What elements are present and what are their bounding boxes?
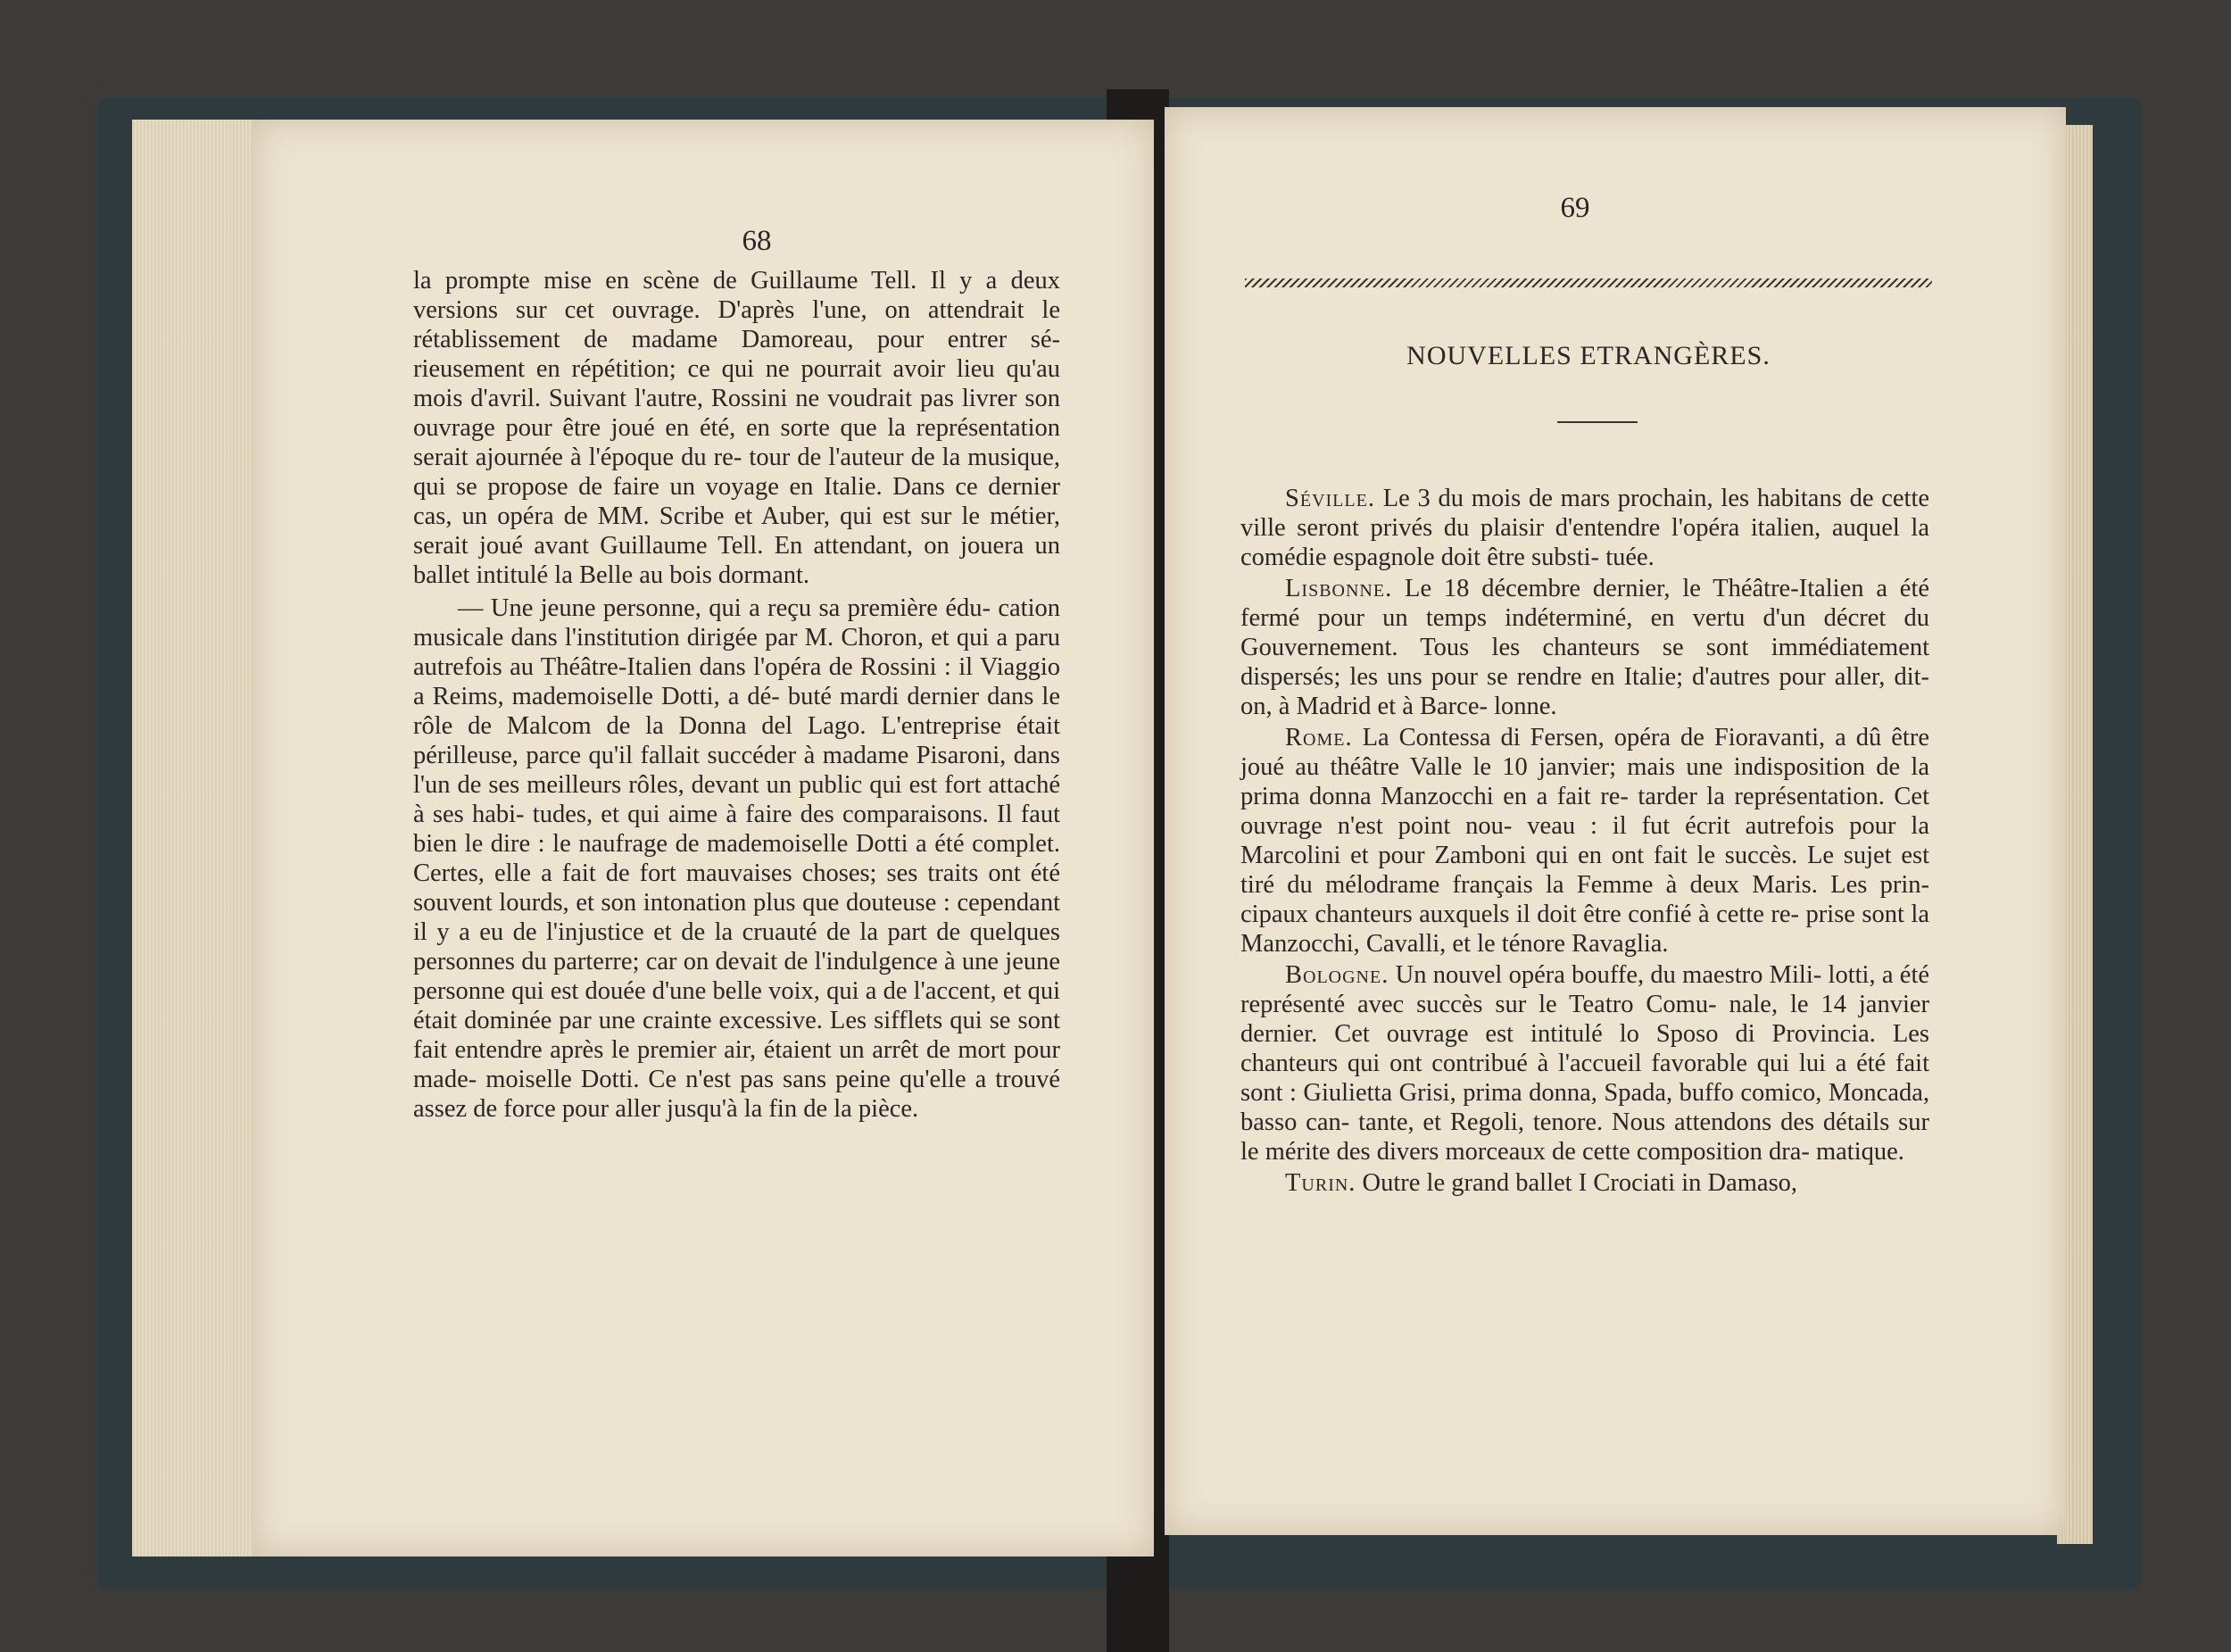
paragraph: la prompte mise en scène de Guillaume Tell. Il y a deux versions sur cet ouvrage. D'après l'une, on attendrait le rétablissement de madame Damoreau, pour entrer sé- rieusement en répétition; ce qui ne pourrait avoir lieu qu'au mois d'avril. Suivant l'autre, Rossini ne voudrait pas livrer son ouvrage pour être joué en été, en sorte que la représentation serait ajournée à l'époque du re- tour de l'auteur de la musique, qui se propose de faire un voyage en Italie. Dans ce dernier cas, un opéra de MM. Scribe et Auber, qui est sur le métier, serait joué avant Guillaume Tell. En attendant, on jouera un ballet intitulé la Belle au bois dormant. bbox=[413, 267, 1061, 589]
right-page bbox=[1165, 107, 2066, 1535]
news-item: Rome. La Contessa di Fersen, opéra de Fioravanti, a dû être joué au théâtre Valle le 10 janvier; mais une indisposition de la prima donna Manzocchi en a fait re- tarder la représentation. Cet ouvrage n'est point nou- veau : il fut écrit autrefois pour la Marcolini et pour Zamboni qui en ont fait le succès. Le sujet est tiré du mélodrame français la Femme à deux Maris. Les prin- cipaux chanteurs auxquels il doit être confié à cette re- prise sont la Manzocchi, Cavalli, et le ténore Ravaglia. bbox=[1240, 724, 1930, 958]
short-rule bbox=[1557, 421, 1638, 423]
left-page bbox=[253, 120, 1154, 1557]
page-number: 68 bbox=[742, 225, 772, 257]
news-item: Bologne. Un nouvel opéra bouffe, du maestro Mili- lotti, a été représenté avec succès sur le Teatro Comu- nale, le 14 janvier dernier. Cet ouvrage est intitulé lo Sposo di Provincia. Les chanteurs qui ont contribué à l'accueil favorable qui lui a été fait sont : Giulietta Grisi, prima donna, Spada, buffo comico, Moncada, basso can- tante, et Regoli, tenore. Nous attendons des détails sur le mérite des divers morceaux de cette composition dra- matique. bbox=[1240, 961, 1930, 1166]
right-page-text bbox=[1240, 484, 1929, 1198]
page-edges-left bbox=[132, 120, 257, 1557]
paragraph: — Une jeune personne, qui a reçu sa première édu- cation musicale dans l'institution dirigée par M. Choron, et qui a paru autrefois au Théâtre-Italien dans l'opéra de Rossini : il Viaggio a Reims, mademoiselle Dotti, a dé- buté mardi dernier dans le rôle de Malcom de la Donna del Lago. L'entreprise était périlleuse, parce qu'il fallait succéder à madame Pisaroni, dans l'un de ses meilleurs rôles, devant un public qui est fort attaché à ses habi- tudes, et qui aime à faire des comparaisons. Il faut bien le dire : le naufrage de mademoiselle Dotti a été complet. Certes, elle a fait de fort mauvaises choses; ses traits ont été souvent lourds, et son intonation plus que douteuse : cependant il y a eu de l'injustice et de la cruauté de la part de quelques personnes du parterre; car on devait de l'indulgence à une jeune personne qui est douée d'une belle voix, qui a de l'accent, et qui était dominée par une crainte excessive. Les sifflets qui se sont fait entendre après le premier air, étaient un arrêt de mort pour made- moiselle Dotti. Ce n'est pas sans peine qu'elle a trouvé assez de force pour aller jusqu'à la fin de la pièce. bbox=[413, 594, 1061, 1123]
news-item: Lisbonne. Le 18 décembre dernier, le Théâtre-Italien a été fermé pour un temps indéterminé, en vertu d'un décret du Gouvernement. Tous les chanteurs se sont immédiatement dispersés; les uns pour se rendre en Italie; d'autres pour aller, dit-on, à Madrid et à Barce- lonne. bbox=[1240, 575, 1930, 720]
ornamental-rule bbox=[1245, 278, 1932, 287]
page-number: 69 bbox=[1560, 192, 1590, 224]
news-item: Séville. Le 3 du mois de mars prochain, les habitans de cette ville seront privés du plaisir d'entendre l'opéra italien, auquel la comédie espagnole doit être substi- tuée. bbox=[1240, 485, 1930, 571]
news-item: Turin. Outre le grand ballet I Crociati in Damaso, bbox=[1285, 1169, 1798, 1197]
section-heading: NOUVELLES ETRANGÈRES. bbox=[1406, 341, 1771, 370]
left-page-text bbox=[413, 266, 1060, 1124]
